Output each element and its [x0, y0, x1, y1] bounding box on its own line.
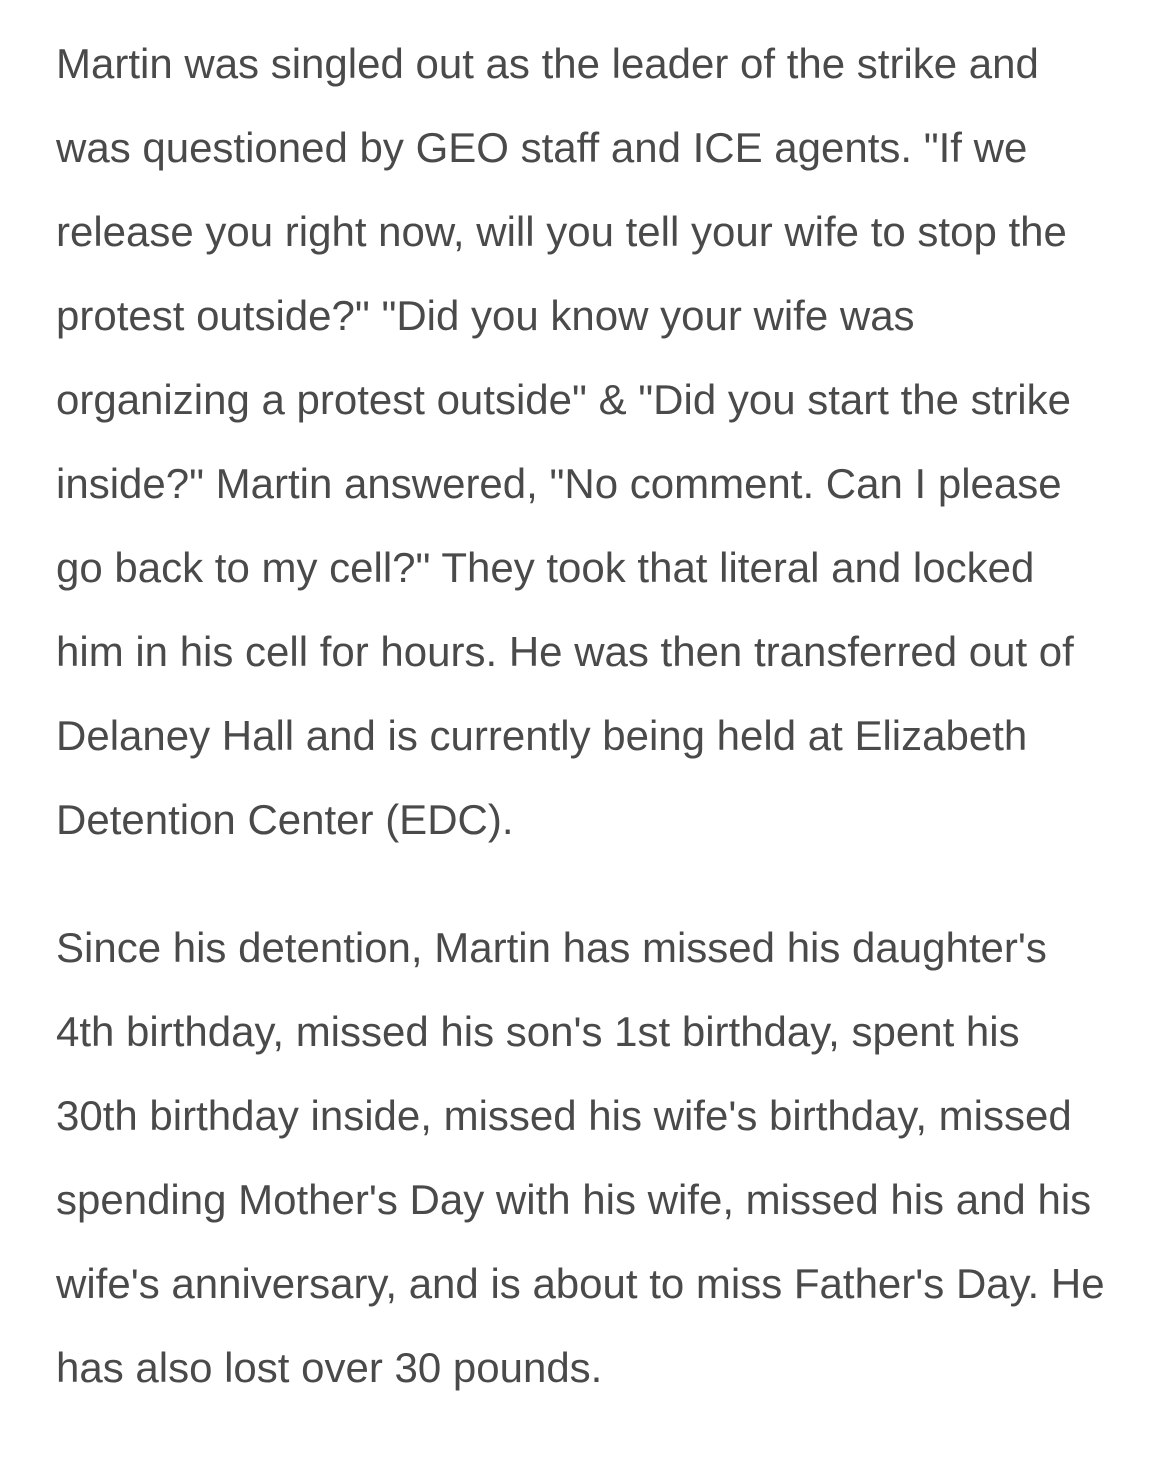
text-line: him in his cell for hours. He was then transferred out of — [56, 628, 1074, 675]
text-line: wife's anniversary, and is about to miss Father's Day. He — [56, 1260, 1105, 1307]
text-line: inside?" Martin answered, "No comment. Can I please — [56, 460, 1062, 507]
text-line: organizing a protest outside" & "Did you start the strike — [56, 376, 1071, 423]
text-line: Detention Center (EDC). — [56, 796, 514, 843]
text-line: 30th birthday inside, missed his wife's birthday, missed — [56, 1092, 1072, 1139]
text-line: go back to my cell?" They took that literal and locked — [56, 544, 1035, 591]
paragraph-missed-events — [56, 906, 1170, 1410]
paragraph-strike-leader — [56, 22, 1170, 862]
text-line: Delaney Hall and is currently being held at Elizabeth — [56, 712, 1028, 759]
text-line: Martin was singled out as the leader of the strike and — [56, 40, 1039, 87]
paragraph-spacer — [56, 862, 1170, 906]
text-line: spending Mother's Day with his wife, missed his and his — [56, 1176, 1092, 1223]
text-line: was questioned by GEO staff and ICE agents. "If we — [56, 124, 1028, 171]
text-line: protest outside?" "Did you know your wife was — [56, 292, 915, 339]
text-line: Since his detention, Martin has missed his daughter's — [56, 924, 1047, 971]
text-line: release you right now, will you tell your wife to stop the — [56, 208, 1067, 255]
text-line: 4th birthday, missed his son's 1st birthday, spent his — [56, 1008, 1020, 1055]
text-line: has also lost over 30 pounds. — [56, 1344, 603, 1391]
